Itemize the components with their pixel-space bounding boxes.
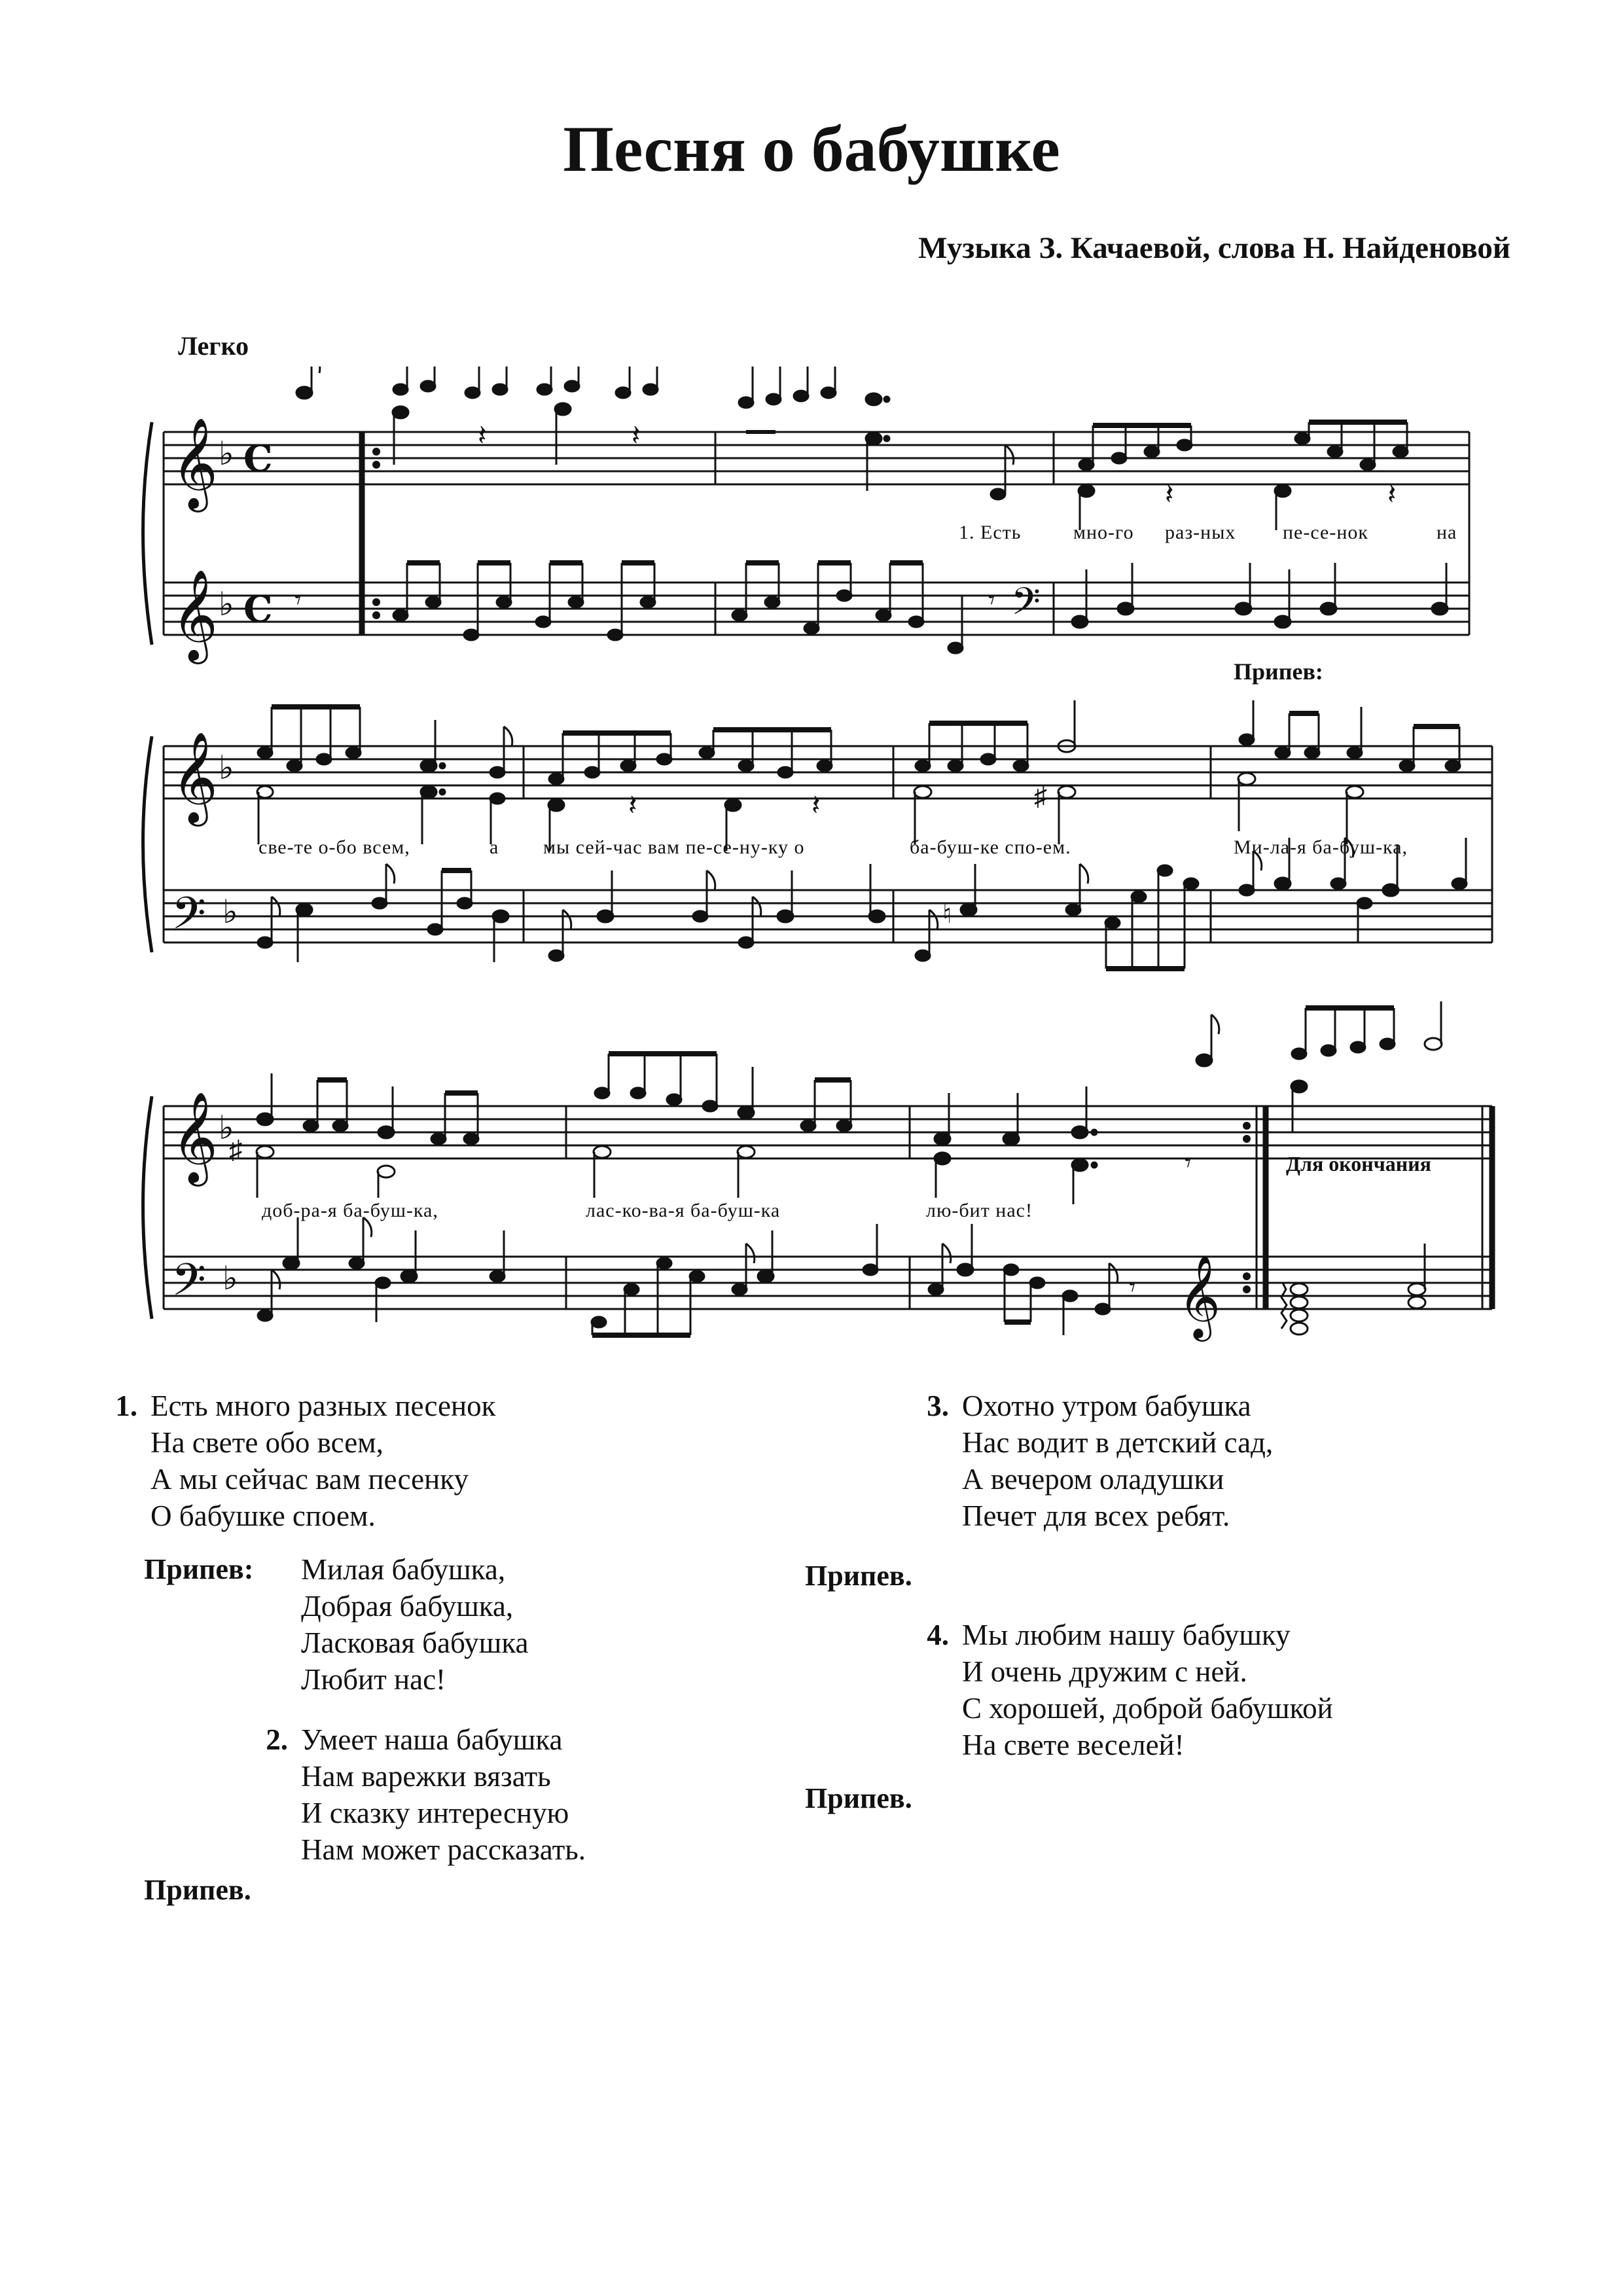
svg-text:𝄽: 𝄽 — [628, 789, 637, 821]
score-system-1 — [0, 367, 1623, 674]
svg-text:𝄢: 𝄢 — [171, 1255, 206, 1317]
verse-line: Есть много разных песенок — [151, 1390, 496, 1422]
stanza-number: 3. — [927, 1390, 949, 1422]
lyric-syllable: ба-буш-ке спо-ем. — [910, 836, 1071, 858]
verse-line: О бабушке споем. — [151, 1499, 376, 1532]
verse-line: Добрая бабушка, — [301, 1590, 514, 1623]
svg-text:𝄽: 𝄽 — [812, 789, 821, 821]
svg-text:♭: ♭ — [219, 749, 234, 787]
stanza-4 — [927, 1617, 1333, 1763]
verse-line: Любит нас! — [301, 1663, 446, 1696]
svg-text:𝄽: 𝄽 — [632, 420, 641, 452]
svg-text:𝄾: 𝄾 — [988, 585, 995, 615]
svg-text:𝄾: 𝄾 — [294, 585, 302, 615]
stanza-number: 1. — [115, 1390, 137, 1422]
svg-text:C: C — [243, 437, 273, 480]
lyric-syllable: лю-бит нас! — [926, 1200, 1033, 1221]
verse-line: Мы любим нашу бабушку — [962, 1619, 1291, 1651]
stanza-1 — [115, 1388, 496, 1534]
svg-text:𝄽: 𝄽 — [1387, 478, 1397, 511]
svg-text:♯: ♯ — [229, 1135, 242, 1164]
svg-text:♭: ♭ — [219, 435, 234, 473]
lyric-syllable: пе-се-нок — [1283, 522, 1368, 543]
stanza-refrain — [144, 1551, 529, 1698]
verse-line: А вечером оладушки — [962, 1463, 1224, 1496]
staff-system-1 — [0, 367, 1623, 674]
stanza-number: 2. — [266, 1723, 288, 1756]
lyric-syllable: лас-ко-ва-я ба-буш-ка — [586, 1200, 781, 1221]
svg-text:𝄞: 𝄞 — [171, 732, 218, 823]
svg-text:𝄢: 𝄢 — [1011, 579, 1041, 633]
verse-line: И сказку интересную — [301, 1797, 569, 1829]
verse-line: А мы сейчас вам песенку — [151, 1463, 469, 1496]
ending-label: Для окончания — [1286, 1152, 1431, 1175]
page-title: Песня о бабушке — [563, 113, 1060, 185]
refrain-repeat-label: Припев. — [144, 1874, 251, 1906]
svg-text:𝄞: 𝄞 — [171, 418, 218, 509]
stanza-2 — [266, 1721, 586, 1868]
verses-block — [0, 1388, 1623, 1911]
verse-line: Нас водит в детский сад, — [962, 1426, 1274, 1459]
svg-text:♭: ♭ — [219, 1109, 234, 1147]
svg-text:𝄾: 𝄾 — [1129, 1272, 1136, 1302]
stanza-3 — [927, 1388, 1274, 1534]
verse-line: Милая бабушка, — [301, 1553, 506, 1586]
verse-line: Печет для всех ребят. — [962, 1499, 1230, 1532]
svg-text:𝄾: 𝄾 — [1185, 1148, 1192, 1177]
svg-text:𝄞: 𝄞 — [171, 1092, 218, 1183]
svg-text:𝄞: 𝄞 — [1178, 1254, 1221, 1338]
refrain-marker: Припев: — [1234, 658, 1323, 685]
lyric-syllable: 1. Есть — [959, 522, 1022, 543]
verse-line: Умеет наша бабушка — [301, 1723, 563, 1756]
svg-text:♭: ♭ — [223, 1259, 238, 1297]
refrain-repeat-label: Припев. — [805, 1782, 912, 1814]
verse-line: С хорошей, доброй бабушкой — [962, 1692, 1333, 1725]
verse-line: На свете обо всем, — [151, 1426, 383, 1459]
verse-line: Охотно утром бабушка — [962, 1390, 1251, 1422]
verse-line: Ласковая бабушка — [301, 1626, 529, 1659]
svg-text:♭: ♭ — [219, 585, 234, 623]
verse-line: Нам варежки вязать — [301, 1760, 551, 1793]
verse-line: И очень дружим с ней. — [962, 1655, 1247, 1688]
svg-text:𝄽: 𝄽 — [478, 420, 487, 452]
lyric-syllable: доб-ра-я ба-буш-ка, — [262, 1200, 438, 1221]
verse-line: На свете веселей! — [962, 1729, 1185, 1761]
lyric-syllable: на — [1436, 522, 1457, 543]
lyric-syllable: мы сей-час вам пе-се-ну-ку о — [543, 836, 805, 858]
lyric-syllable: мно-го — [1073, 522, 1134, 543]
svg-text:♮: ♮ — [942, 899, 952, 929]
stanza-number: 4. — [927, 1619, 949, 1651]
svg-text:C: C — [243, 588, 273, 631]
score-system-3 — [0, 1001, 1623, 1342]
tempo-marking: Легко — [178, 331, 249, 361]
score-system-2 — [0, 694, 1623, 1001]
refrain-label: Припев: — [144, 1553, 254, 1585]
lyric-syllable: раз-ных — [1165, 522, 1236, 543]
verse-line: Нам может рассказать. — [301, 1833, 586, 1866]
svg-text:♯: ♯ — [1034, 781, 1047, 811]
refrain-repeat-label: Припев. — [805, 1560, 912, 1592]
lyric-syllable: све-те о-бо всем, — [259, 836, 410, 858]
svg-text:♭: ♭ — [223, 893, 238, 931]
svg-text:𝄞: 𝄞 — [171, 569, 218, 660]
credits: Музыка З. Качаевой, слова Н. Найденовой — [918, 231, 1510, 265]
svg-text:𝄽: 𝄽 — [1165, 478, 1174, 511]
lyric-syllable: Ми-ла-я ба-буш-ка, — [1234, 836, 1408, 858]
lyric-syllable: а — [490, 836, 499, 858]
svg-text:𝄢: 𝄢 — [171, 888, 206, 950]
